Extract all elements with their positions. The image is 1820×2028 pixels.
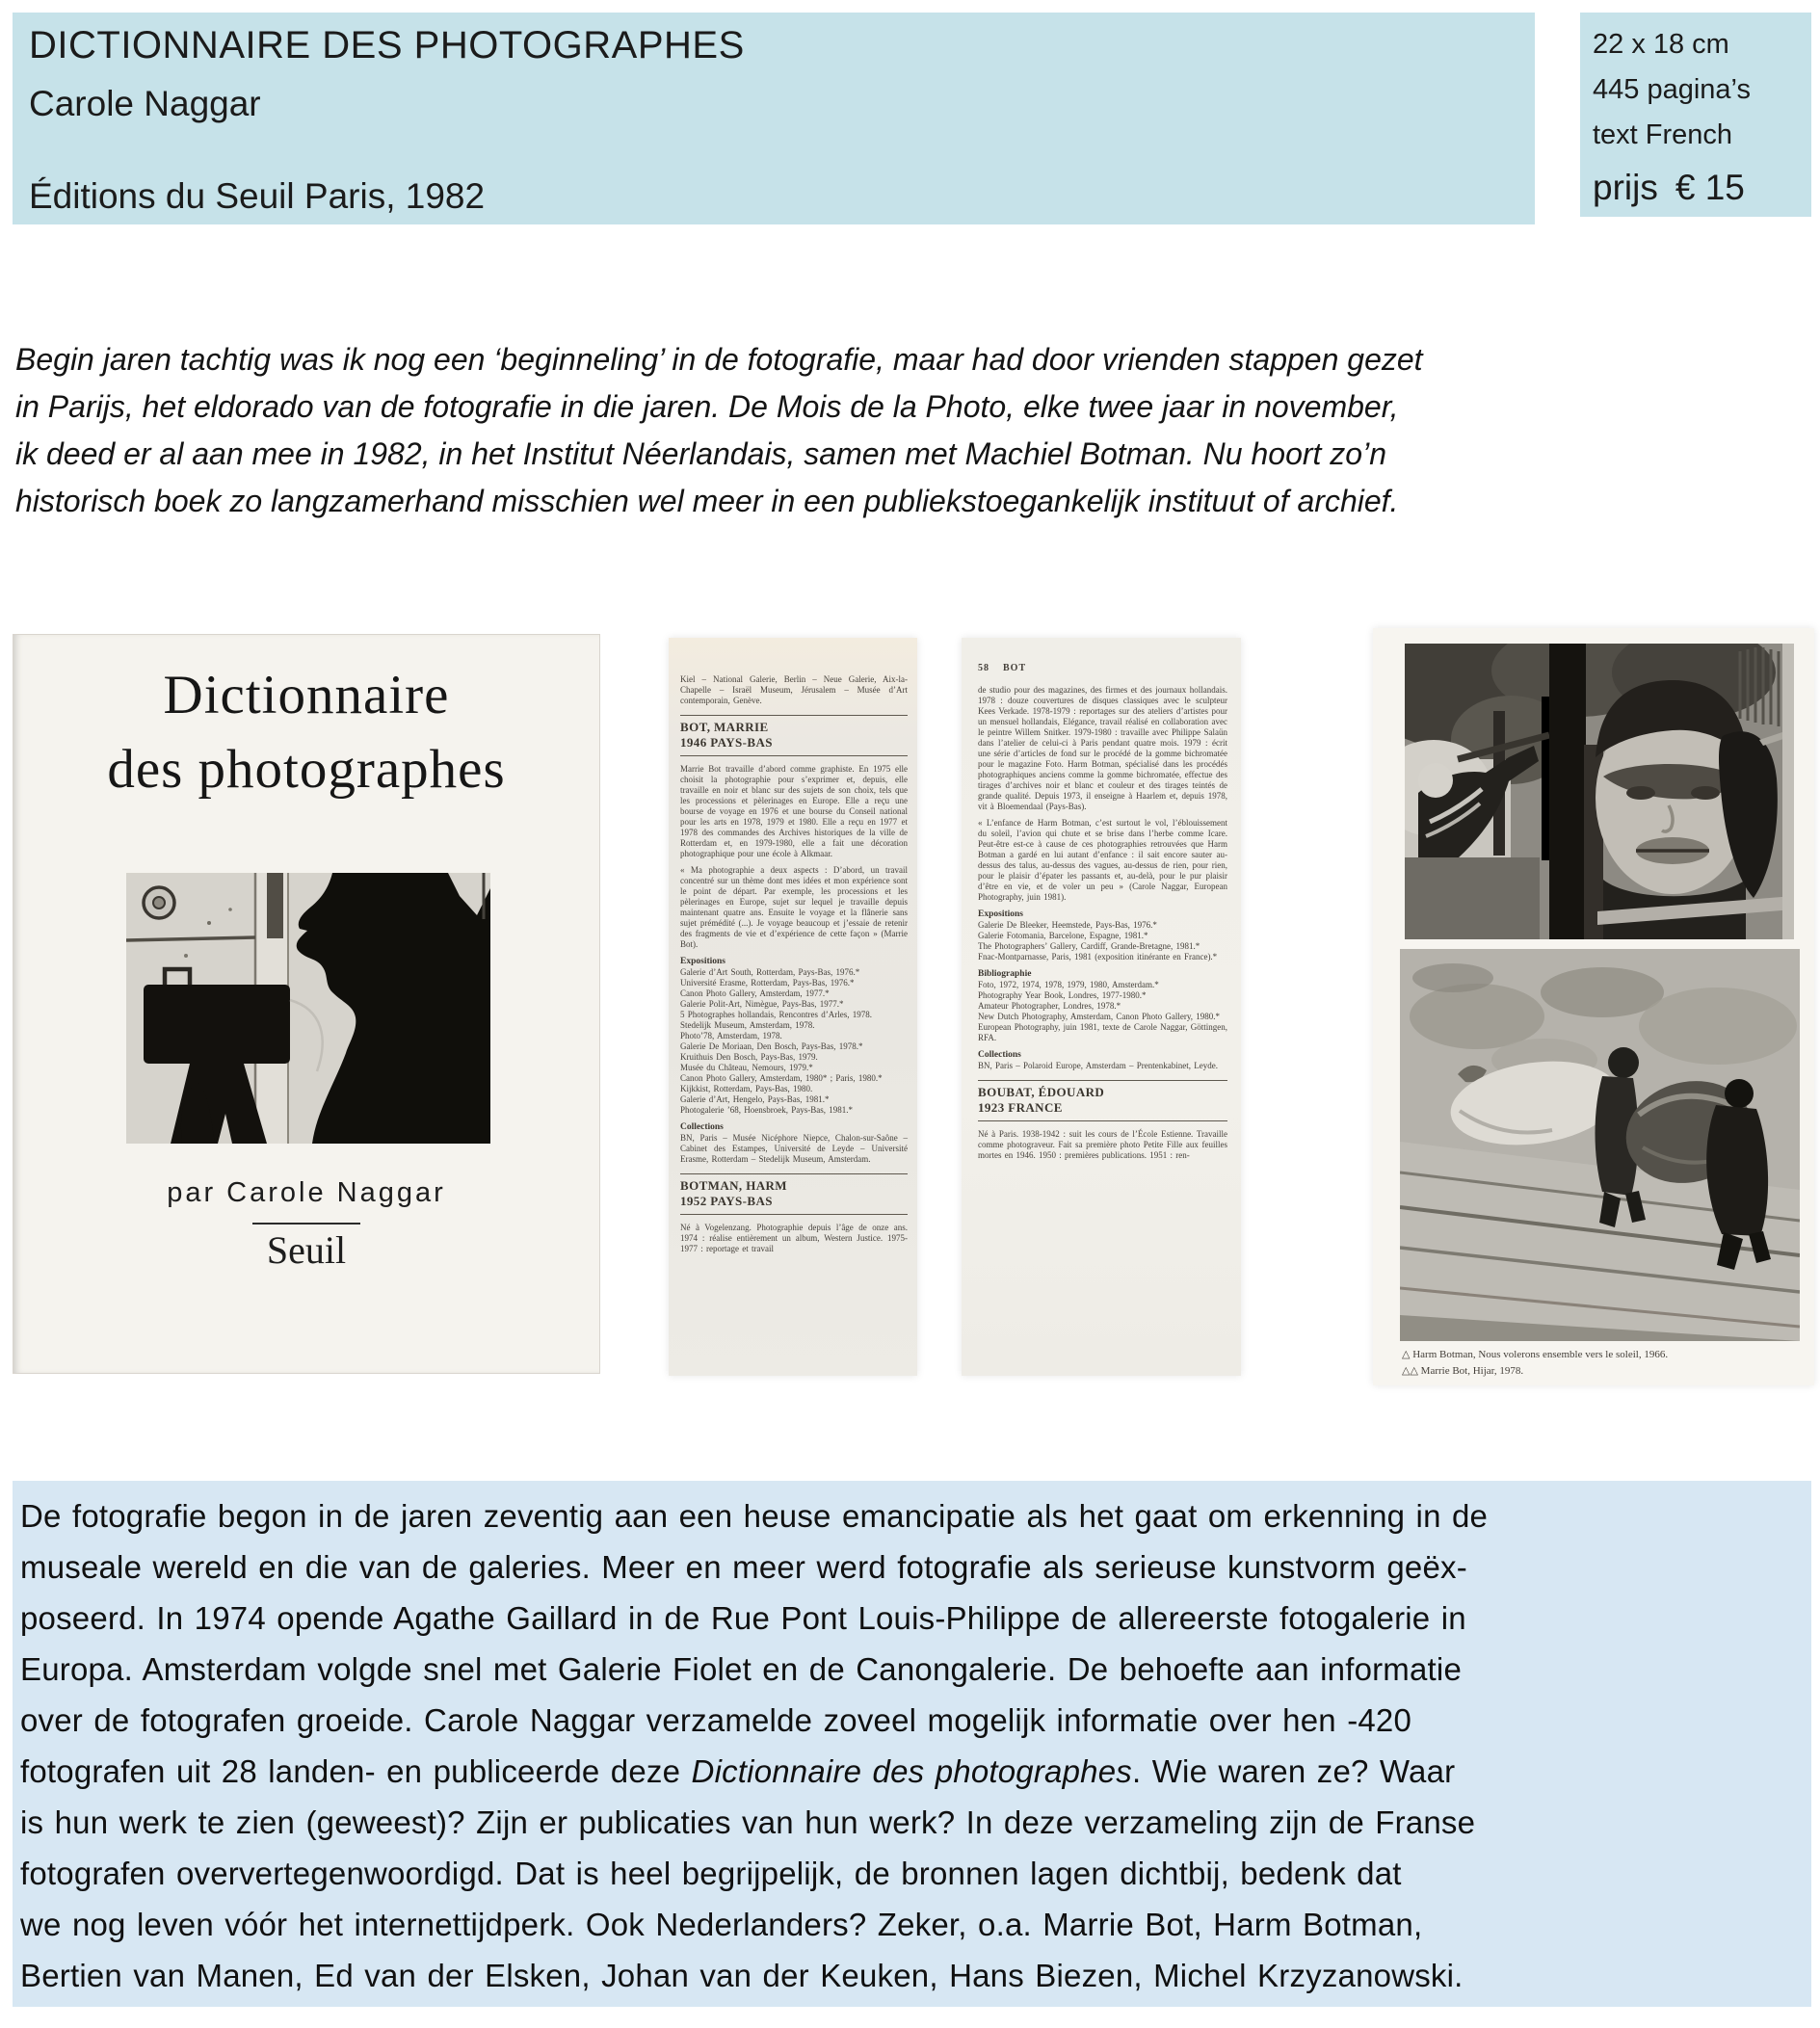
list-line: Kruithuis Den Bosch, Pays-Bas, 1979. xyxy=(680,1052,818,1062)
intro-paragraph xyxy=(15,336,1813,525)
list-line: The Photographers’ Gallery, Cardiff, Grande-Bretagne, 1981.* xyxy=(978,941,1200,951)
expositions-heading: Expositions xyxy=(978,909,1023,919)
cover-rule xyxy=(252,1223,360,1225)
entry-paragraph: de studio pour des magazines, des firmes et des journaux hollandais. 1978 : douze couvertures de disques classiques avec le sculpteur Kees Verkade. 1978-1979 : reportages sur des ateliers d’artistes pour un mensuel hollandais, Elégance, travail réalisé en collaboration avec le peintre Willem Snitker. 1979-1980 : travaille avec Philippe Salaün dans l’atelier de celui-ci à Paris pendant quatre mois. 1979 : écrit une série d’articles de fond sur le procédé de la gomme bichromatée pour le magazine Foto. Harm Botman, spécialisé dans les procédés photographiques anciens comme la gomme bichromatée, effectue des tirages d’archives noir et blanc et couleur et des tirages teintés de grande qualité. Depuis 1973, il enseigne à Haarlem et, depuis 1978, vit à Bloemendaal (Pays-Bas). xyxy=(978,685,1227,811)
book-cover-image xyxy=(13,634,600,1374)
description-line: is hun werk te zien (geweest)? Zijn er publicaties van hun werk? In deze verzameling zijn de Franse xyxy=(20,1804,1476,1840)
cover-title-line1: Dictionnaire xyxy=(163,665,450,725)
book-details-panel xyxy=(1580,13,1811,217)
entry-quote: « Ma photographie a deux aspects : D’abord, un travail concentré sur un thème dont mes idées et mon expérience sont le point de départ. Par exemple, les processions et les pèlerinages en Europe, sujet sur lequel je travaille depuis maintenant quatre ans. Ensuite le voyage et la flânerie sans sujet prémédité (...). Je voyage beaucoup et j’essaie de retenir des fragments de vie et d’expérience de cette façon » (Marrie Bot). xyxy=(680,865,908,949)
list-line: Galerie Polit-Art, Nimègue, Pays-Bas, 1977.* xyxy=(680,999,844,1009)
intro-line: ik deed er al aan mee in 1982, in het Institut Néerlandais, samen met Machiel Botman. Nu hoort zo’n xyxy=(15,436,1386,471)
entry-heading-boubat-edouard xyxy=(978,1080,1227,1121)
list-line: Fnac-Montparnasse, Paris, 1981 (exposition itinérante en France).* xyxy=(978,952,1218,961)
book-price xyxy=(1593,165,1811,210)
list-line: 5 Photographes hollandais, Rencontres d’Arles, 1978. xyxy=(680,1010,872,1019)
description-line: Europa. Amsterdam volgde snel met Galerie Fiolet en de Canongalerie. De behoefte aan informatie xyxy=(20,1651,1463,1687)
list-line: Canon Photo Gallery, Amsterdam, 1980* ; Paris, 1980.* xyxy=(680,1073,883,1083)
list-line: Galerie d’Art, Hengelo, Pays-Bas, 1981.* xyxy=(680,1094,830,1104)
description-line-with-title xyxy=(20,1746,1811,1797)
entry-quote: « L’enfance de Harm Botman, c’est surtout le vol, l’éblouissement du soleil, l’avion qui chute et se brise dans l’herbe comme Icare. Peut-être est-ce à cause de ces photographies retrouvées que Harm Botman a gardé en lui autant d’enfance : il sait encore sauter au-dessus des talus, au-dessus des vagues, au-dessus de rien, pour rien, pour le plaisir d’épater les passants et, au-delà, pour le pur plaisir d’être en vie, et de voler un peu » (Carole Naggar, European Photography, juin 1981). xyxy=(978,818,1227,902)
book-author: Carole Naggar xyxy=(29,84,261,123)
running-head xyxy=(978,663,1227,673)
book-language: text French xyxy=(1593,119,1733,150)
book-publisher: Éditions du Seuil Paris, 1982 xyxy=(29,176,486,216)
description-line: fotografen oververtegenwoordigd. Dat is heel begrijpelijk, de bronnen lagen dichtbij, bedenk dat xyxy=(20,1856,1402,1891)
photo-caption-2: △△ Marrie Bot, Hijar, 1978. xyxy=(1402,1365,1524,1377)
price-label: prijs xyxy=(1593,168,1658,207)
collections-text: BN, Paris – Polaroid Europe, Amsterdam – Prentenkabinet, Leyde. xyxy=(978,1061,1218,1070)
line-segment: . Wie waren ze? Waar xyxy=(1131,1753,1456,1789)
expositions-list xyxy=(680,967,908,1116)
description-line: over de fotografen groeide. Carole Naggar verzamelde zoveel mogelijk informatie over hen -420 xyxy=(20,1702,1412,1738)
list-line: Université Erasme, Rotterdam, Pays-Bas, 1976.* xyxy=(680,978,855,988)
photo-captions xyxy=(1402,1347,1668,1380)
entry-paragraph: Né à Paris. 1938-1942 : suit les cours de l’École Estienne. Travaille comme photograveur. Fait sa première photo Petite Fille aux feuilles mortes en 1946. 1950 : premières publications. 1951 : ren- xyxy=(978,1129,1227,1160)
list-line: Galerie De Bleeker, Heemstede, Pays-Bas, 1976.* xyxy=(978,920,1157,930)
page-number: 58 xyxy=(978,663,989,673)
description-line: museale wereld en die van de galeries. Meer en meer werd fotografie als serieuse kunstvorm geëx- xyxy=(20,1549,1467,1585)
book-header-panel xyxy=(13,13,1535,224)
list-line: Amateur Photographer, Londres, 1978.* xyxy=(978,1001,1121,1011)
entry-continued-text: Kiel – National Galerie, Berlin – Neue Galerie, Aix-la-Chapelle – Israël Museum, Jérusalem – Musée d’Art contemporain, Genève. xyxy=(680,674,908,705)
cover-title-line2: des photographes xyxy=(107,739,506,800)
expositions-list xyxy=(978,920,1227,962)
list-line: Photogalerie ’68, Hoensbroek, Pays-Bas, 1981.* xyxy=(680,1105,853,1115)
list-line: European Photography, juin 1981, texte de Carole Naggar, Göttingen, RFA. xyxy=(978,1022,1227,1042)
entry-name: BOT, MARRIE xyxy=(680,720,769,734)
steps-carriers-photo xyxy=(1400,949,1800,1341)
list-line: Musée du Château, Nemours, 1979.* xyxy=(680,1063,813,1072)
entry-name: BOTMAN, HARM xyxy=(680,1178,787,1193)
list-line: Photo’78, Amsterdam, 1978. xyxy=(680,1031,782,1040)
description-panel xyxy=(13,1481,1811,2007)
entry-paragraph: Né à Vogelenzang. Photographie depuis l’âge de onze ans. 1974 : réalise entièrement un album, Western Justice. 1975-1977 : reportage et travail xyxy=(680,1223,908,1253)
description-line: poseerd. In 1974 opende Agathe Gaillard in de Rue Pont Louis-Philippe de allereerste fotogalerie in xyxy=(20,1600,1466,1636)
spread-left-page xyxy=(669,638,917,1376)
running-head-label: BOT xyxy=(1003,663,1027,673)
description-line: De fotografie begon in de jaren zeventig aan een heuse emancipatie als het gaat om erkenning in de xyxy=(20,1498,1489,1534)
entry-paragraph: Marrie Bot travaille d’abord comme graphiste. En 1975 elle choisit la photographie pour s’exprimer et, depuis, elle travaille en noir et blanc sur des sujets de son choix, tels que les processions et pèlerinages en Europe. Elle a reçu une bourse de voyage en 1976 et une bourse du Conseil national pour les arts en 1978, 1979 et 1980. Elle a reçu en 1977 et 1978 des commandes des Archives historiques de la ville de Rotterdam et, en 1979-1980, elle a fait une décoration photographique pour une école à Alkmaar. xyxy=(680,764,908,858)
list-line: Foto, 1972, 1974, 1978, 1979, 1980, Amsterdam.* xyxy=(978,980,1159,989)
book-title-italic: Dictionnaire des photographes xyxy=(691,1753,1132,1789)
collections-heading: Collections xyxy=(978,1050,1021,1060)
list-line: Galerie De Moriaan, Den Bosch, Pays-Bas, 1978.* xyxy=(680,1041,863,1051)
intro-line: Begin jaren tachtig was ik nog een ‘beginneling’ in de fotografie, maar had door vrienden stappen gezet xyxy=(15,342,1423,377)
book-title: DICTIONNAIRE DES PHOTOGRAPHES xyxy=(29,24,745,66)
collections-text: BN, Paris – Musée Nicéphore Niepce, Chalon-sur-Saône – Cabinet des Estampes, Université de Leyde – Université Erasme, Rotterdam – Stedelijk Museum, Amsterdam. xyxy=(680,1133,908,1164)
description-line: we nog leven vóór het internettijdperk. Ook Nederlanders? Zeker, o.a. Marrie Bot, Harm Botman, xyxy=(20,1907,1423,1942)
entry-detail: 1952 PAYS-BAS xyxy=(680,1194,773,1208)
cover-byline: par Carole Naggar xyxy=(167,1177,446,1208)
bibliographie-heading: Bibliographie xyxy=(978,969,1032,979)
list-line: Canon Photo Gallery, Amsterdam, 1977.* xyxy=(680,988,830,998)
cover-title xyxy=(13,658,599,806)
book-size: 22 x 18 cm xyxy=(1593,29,1729,60)
intro-line: in Parijs, het eldorado van de fotografie in die jaren. De Mois de la Photo, elke twee jaar in november, xyxy=(15,389,1399,424)
photo-page-image xyxy=(1373,628,1814,1385)
description-line: Bertien van Manen, Ed van der Elsken, Johan van der Keuken, Hans Biezen, Michel Krzyzanowski. xyxy=(20,1958,1464,1993)
list-line: Galerie Fotomania, Barcelone, Espagne, 1981.* xyxy=(978,931,1148,940)
spread-right-page xyxy=(962,638,1241,1376)
list-line: Photography Year Book, Londres, 1977-1980.* xyxy=(978,990,1147,1000)
list-line: New Dutch Photography, Amsterdam, Canon Photo Gallery, 1980.* xyxy=(978,1012,1221,1021)
cover-photo-silhouette xyxy=(126,873,490,1144)
collections-heading: Collections xyxy=(680,1122,724,1132)
cover-imprint-seuil: Seuil xyxy=(266,1228,347,1272)
boy-and-crow-photo xyxy=(1405,644,1794,939)
line-segment: fotografen uit 28 landen- en publiceerde deze xyxy=(20,1753,692,1789)
photo-caption-1: △ Harm Botman, Nous volerons ensemble vers le soleil, 1966. xyxy=(1402,1349,1669,1360)
entry-detail: 1923 FRANCE xyxy=(978,1100,1063,1115)
expositions-heading: Expositions xyxy=(680,957,725,966)
list-line: Stedelijk Museum, Amsterdam, 1978. xyxy=(680,1020,815,1030)
price-value: € 15 xyxy=(1675,168,1745,207)
intro-line: historisch boek zo langzamerhand misschien wel meer in een publiekstoegankelijk instituut of archief. xyxy=(15,484,1399,518)
entry-detail: 1946 PAYS-BAS xyxy=(680,735,773,750)
entry-heading-botman-harm xyxy=(680,1173,908,1215)
list-line: Galerie d’Art South, Rotterdam, Pays-Bas, 1976.* xyxy=(680,967,860,977)
entry-heading-bot-marrie xyxy=(680,715,908,756)
bibliographie-list xyxy=(978,980,1227,1043)
list-line: Kijkkist, Rotterdam, Pays-Bas, 1980. xyxy=(680,1084,813,1093)
entry-name: BOUBAT, ÉDOUARD xyxy=(978,1085,1105,1099)
book-pages: 445 pagina’s xyxy=(1593,74,1751,105)
